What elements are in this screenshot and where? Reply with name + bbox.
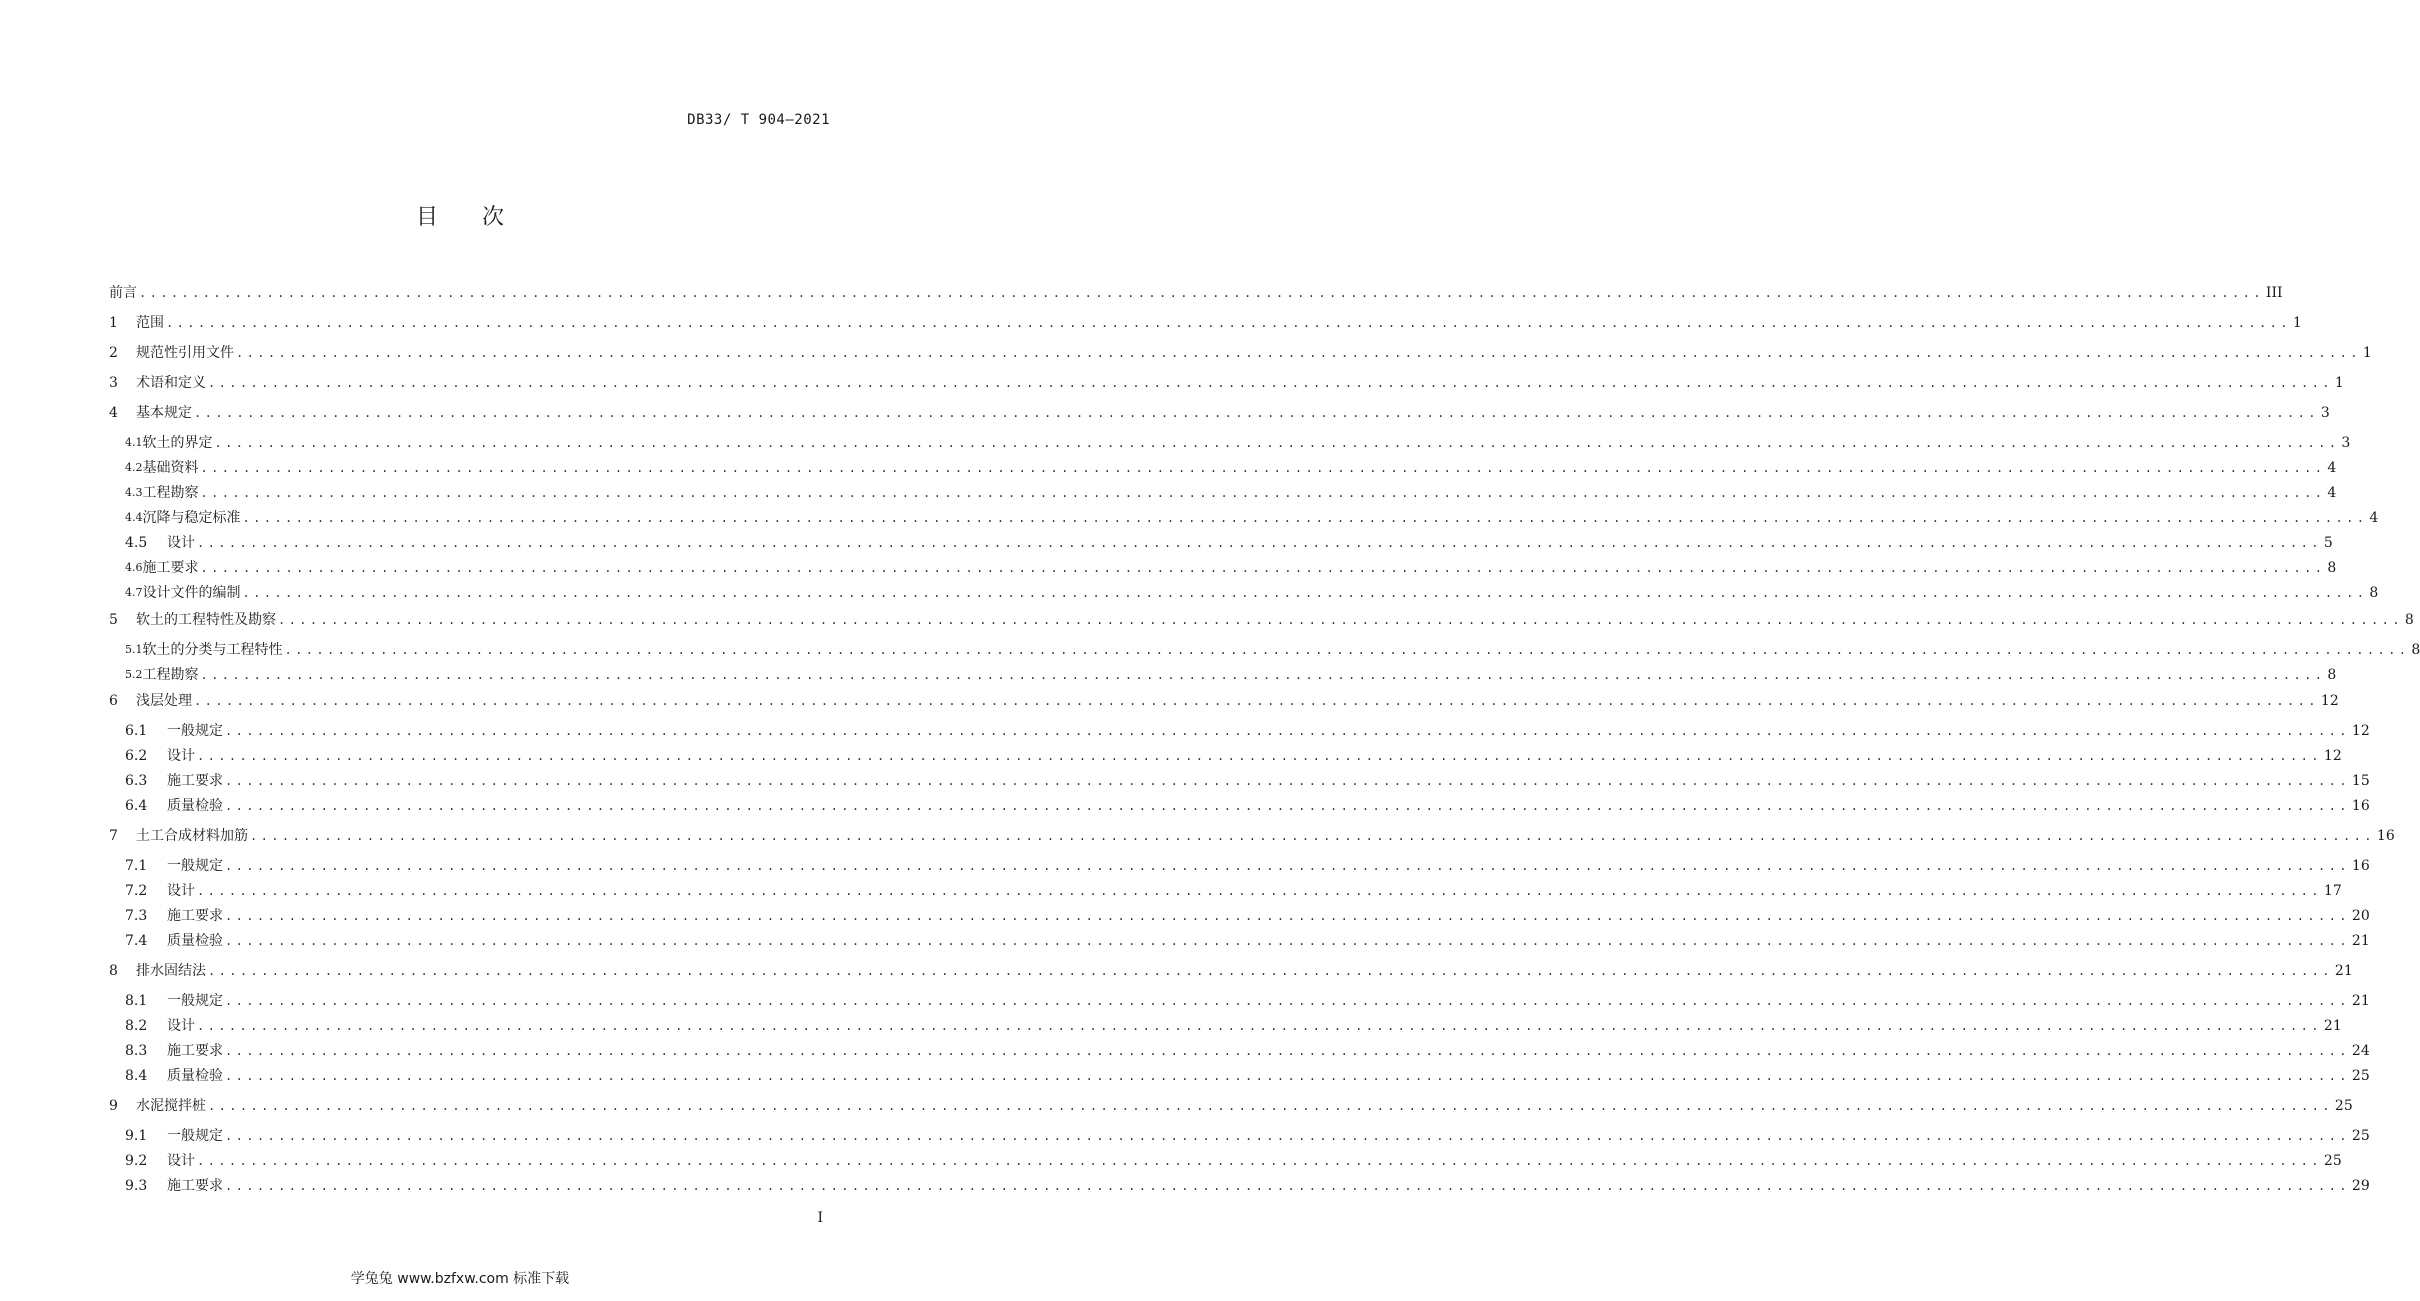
toc-entry[interactable] xyxy=(109,823,2395,845)
toc-entry-page: III xyxy=(2265,285,2283,301)
toc-entry-number: 7 xyxy=(109,828,118,844)
toc-entry-number: 4.6 xyxy=(125,561,143,574)
toc-entry-label: 设计 xyxy=(167,748,195,764)
toc-entry-label: 基础资料 xyxy=(142,460,199,476)
toc-entry-page: 3 xyxy=(2341,435,2351,451)
toc-entry-number: 9.2 xyxy=(125,1153,148,1169)
toc-entry-label: 水泥搅拌桩 xyxy=(136,1098,206,1114)
toc-leader-dots: ........................................................................................................................................................................................................ xyxy=(208,376,2333,390)
toc-entry-page: 15 xyxy=(2351,773,2370,789)
toc-entry[interactable] xyxy=(125,1063,2370,1085)
toc-entry-page: 24 xyxy=(2351,1043,2370,1059)
toc-entry-page: 17 xyxy=(2323,883,2342,899)
toc-leader-dots: ........................................................................................................................................................................................................ xyxy=(197,1019,2322,1033)
toc-leader-dots: ........................................................................................................................................................................................................ xyxy=(225,934,2350,948)
toc-entry-page: 12 xyxy=(2351,723,2370,739)
toc-entry-label: 浅层处理 xyxy=(136,693,192,709)
toc-entry-label: 规范性引用文件 xyxy=(136,345,234,361)
toc-entry[interactable] xyxy=(125,768,2370,790)
toc-entry-page: 4 xyxy=(2327,485,2337,501)
toc-leader-dots: ........................................................................................................................................................................................................ xyxy=(208,964,2333,978)
title-char-1: 目 xyxy=(415,205,438,230)
toc-entry-number: 6.2 xyxy=(125,748,148,764)
toc-leader-dots: ........................................................................................................................................................................................................ xyxy=(225,1044,2350,1058)
toc-entry-page: 8 xyxy=(2411,642,2420,658)
toc-leader-dots: ........................................................................................................................................................................................................ xyxy=(242,586,2368,600)
toc-leader-dots: ........................................................................................................................................................................................................ xyxy=(197,1154,2322,1168)
toc-entry[interactable] xyxy=(109,400,2330,422)
toc-entry[interactable] xyxy=(125,878,2342,900)
toc-entry-page: 20 xyxy=(2351,908,2370,924)
toc-entry[interactable] xyxy=(109,607,2414,629)
toc-entry-number: 1 xyxy=(109,315,118,331)
toc-entry[interactable] xyxy=(125,793,2370,815)
toc-entry-number: 7.3 xyxy=(125,908,148,924)
toc-entry[interactable] xyxy=(125,1038,2370,1060)
toc-entry-number: 6.3 xyxy=(125,773,148,789)
toc-entry-number: 4.5 xyxy=(125,535,148,551)
toc-entry-label: 设计 xyxy=(167,535,195,551)
toc-leader-dots: ........................................................................................................................................................................................................ xyxy=(208,1099,2333,1113)
toc-leader-dots: ........................................................................................................................................................................................................ xyxy=(200,668,2326,682)
toc-entry-page: 4 xyxy=(2369,510,2379,526)
toc-entry-page: 16 xyxy=(2351,858,2370,874)
toc-leader-dots: ........................................................................................................................................................................................................ xyxy=(139,286,2264,300)
toc-leader-dots: ........................................................................................................................................................................................................ xyxy=(225,1129,2350,1143)
toc-leader-dots: ........................................................................................................................................................................................................ xyxy=(242,511,2368,525)
toc-entry[interactable] xyxy=(125,853,2370,875)
toc-leader-dots: ........................................................................................................................................................................................................ xyxy=(197,536,2322,550)
toc-entry-page: 21 xyxy=(2323,1018,2342,1034)
toc-entry-number: 9 xyxy=(109,1098,118,1114)
toc-leader-dots: ........................................................................................................................................................................................................ xyxy=(194,406,2319,420)
toc-leader-dots: ........................................................................................................................................................................................................ xyxy=(225,859,2350,873)
toc-entry-label: 基本规定 xyxy=(136,405,192,421)
toc-entry[interactable] xyxy=(125,505,2379,527)
toc-entry-label: 土工合成材料加筋 xyxy=(136,828,248,844)
toc-entry-label: 质量检验 xyxy=(167,798,223,814)
toc-entry-page: 25 xyxy=(2334,1098,2353,1114)
toc-leader-dots: ........................................................................................................................................................................................................ xyxy=(284,643,2410,657)
toc-entry[interactable] xyxy=(125,1148,2342,1170)
toc-leader-dots: ........................................................................................................................................................................................................ xyxy=(236,346,2361,360)
toc-entry[interactable] xyxy=(125,555,2337,577)
toc-entry-label: 施工要求 xyxy=(167,1043,223,1059)
toc-entry-label: 术语和定义 xyxy=(136,375,206,391)
toc-entry-number: 4.3 xyxy=(125,486,143,499)
toc-entry-label: 设计 xyxy=(167,1153,195,1169)
toc-entry-number: 5 xyxy=(109,612,118,628)
toc-leader-dots: ........................................................................................................................................................................................................ xyxy=(197,884,2322,898)
toc-leader-dots: ........................................................................................................................................................................................................ xyxy=(225,994,2350,1008)
toc-entry-label: 工程勘察 xyxy=(142,485,199,501)
page-number: I xyxy=(817,1210,823,1226)
toc-entry-label: 排水固结法 xyxy=(136,963,206,979)
toc-entry[interactable] xyxy=(109,340,2372,362)
toc-entry[interactable] xyxy=(125,743,2342,765)
toc-entry-number: 2 xyxy=(109,345,118,361)
toc-leader-dots: ........................................................................................................................................................................................................ xyxy=(225,909,2350,923)
toc-leader-dots: ........................................................................................................................................................................................................ xyxy=(166,316,2291,330)
toc-entry-label: 质量检验 xyxy=(167,933,223,949)
toc-leader-dots: ........................................................................................................................................................................................................ xyxy=(225,774,2350,788)
toc-entry[interactable] xyxy=(125,430,2351,452)
toc-entry-page: 25 xyxy=(2351,1128,2370,1144)
toc-entry[interactable] xyxy=(125,637,2420,659)
toc-entry-page: 16 xyxy=(2351,798,2370,814)
toc-entry[interactable] xyxy=(125,928,2370,950)
toc-entry-number: 4.4 xyxy=(125,511,143,524)
toc-entry-label: 一般规定 xyxy=(167,1128,223,1144)
toc-entry[interactable] xyxy=(125,988,2370,1010)
toc-leader-dots: ........................................................................................................................................................................................................ xyxy=(200,561,2326,575)
toc-entry-number: 7.1 xyxy=(125,858,148,874)
toc-entry-label: 前言 xyxy=(109,285,137,301)
toc-leader-dots: ........................................................................................................................................................................................................ xyxy=(250,829,2375,843)
toc-entry-number: 8.2 xyxy=(125,1018,148,1034)
toc-entry[interactable] xyxy=(109,688,2339,710)
toc-entry-page: 21 xyxy=(2334,963,2353,979)
toc-entry-number: 5.2 xyxy=(125,668,143,681)
footer-watermark: 学兔兔 www.bzfxw.com 标准下载 xyxy=(350,1271,570,1287)
toc-entry[interactable] xyxy=(125,1173,2370,1195)
toc-leader-dots: ........................................................................................................................................................................................................ xyxy=(214,436,2340,450)
toc-entry[interactable] xyxy=(125,455,2337,477)
toc-entry-number: 4.1 xyxy=(125,436,143,449)
toc-entry-page: 12 xyxy=(2323,748,2342,764)
toc-leader-dots: ........................................................................................................................................................................................................ xyxy=(194,694,2319,708)
page-title xyxy=(0,200,920,231)
toc-entry-page: 1 xyxy=(2362,345,2372,361)
toc-entry-number: 7.4 xyxy=(125,933,148,949)
toc-entry-page: 4 xyxy=(2327,460,2337,476)
toc-entry-label: 施工要求 xyxy=(167,908,223,924)
toc-entry-label: 沉降与稳定标准 xyxy=(142,510,241,526)
toc-entry-page: 21 xyxy=(2351,993,2370,1009)
toc-leader-dots: ........................................................................................................................................................................................................ xyxy=(225,1179,2350,1193)
toc-entry-number: 6 xyxy=(109,693,118,709)
toc-entry-number: 4.2 xyxy=(125,461,143,474)
toc-entry-page: 21 xyxy=(2351,933,2370,949)
toc-entry[interactable] xyxy=(109,1093,2353,1115)
toc-entry-page: 29 xyxy=(2351,1178,2370,1194)
toc-leader-dots: ........................................................................................................................................................................................................ xyxy=(225,799,2350,813)
toc-entry-label: 质量检验 xyxy=(167,1068,223,1084)
toc-entry[interactable] xyxy=(109,370,2344,392)
toc-entry-number: 9.1 xyxy=(125,1128,148,1144)
toc-entry-label: 设计 xyxy=(167,1018,195,1034)
toc-entry-number: 7.2 xyxy=(125,883,148,899)
toc-entry-number: 4.7 xyxy=(125,586,143,599)
toc-entry-label: 设计 xyxy=(167,883,195,899)
toc-entry-page: 1 xyxy=(2334,375,2344,391)
toc-entry[interactable] xyxy=(109,280,2283,302)
toc-entry-label: 施工要求 xyxy=(167,1178,223,1194)
toc-entry-number: 4 xyxy=(109,405,118,421)
toc-entry-number: 8 xyxy=(109,963,118,979)
toc-entry-page: 5 xyxy=(2323,535,2333,551)
toc-entry-label: 软土的界定 xyxy=(142,435,213,451)
toc-entry[interactable] xyxy=(125,662,2337,684)
toc-entry[interactable] xyxy=(125,718,2370,740)
toc-leader-dots: ........................................................................................................................................................................................................ xyxy=(200,486,2326,500)
toc-entry-page: 16 xyxy=(2376,828,2395,844)
title-char-2: 次 xyxy=(482,205,505,230)
toc-entry-label: 一般规定 xyxy=(167,858,223,874)
toc-entry[interactable] xyxy=(125,903,2370,925)
toc-entry-number: 3 xyxy=(109,375,118,391)
toc-entry[interactable] xyxy=(109,310,2302,332)
toc-leader-dots: ........................................................................................................................................................................................................ xyxy=(278,613,2403,627)
toc-leader-dots: ........................................................................................................................................................................................................ xyxy=(197,749,2322,763)
toc-entry-number: 8.3 xyxy=(125,1043,148,1059)
toc-entry-page: 25 xyxy=(2351,1068,2370,1084)
toc-leader-dots: ........................................................................................................................................................................................................ xyxy=(200,461,2326,475)
toc-entry-number: 6.1 xyxy=(125,723,148,739)
toc-entry-page: 12 xyxy=(2320,693,2339,709)
toc-entry-page: 8 xyxy=(2369,585,2379,601)
toc-entry-label: 施工要求 xyxy=(142,560,199,576)
toc-entry-page: 1 xyxy=(2292,315,2302,331)
toc-entry-page: 8 xyxy=(2327,667,2337,683)
toc-entry-label: 一般规定 xyxy=(167,993,223,1009)
document-code: DB33/ T 904—2021 xyxy=(687,112,830,128)
toc-entry-page: 3 xyxy=(2320,405,2330,421)
toc-entry[interactable] xyxy=(109,958,2353,980)
toc-entry-number: 8.4 xyxy=(125,1068,148,1084)
toc-entry-number: 6.4 xyxy=(125,798,148,814)
toc-entry-number: 9.3 xyxy=(125,1178,148,1194)
toc-entry[interactable] xyxy=(125,1123,2370,1145)
toc-entry-page: 8 xyxy=(2404,612,2414,628)
toc-leader-dots: ........................................................................................................................................................................................................ xyxy=(225,724,2350,738)
toc-entry-label: 工程勘察 xyxy=(142,667,199,683)
toc-entry[interactable] xyxy=(125,480,2337,502)
toc-entry[interactable] xyxy=(125,530,2333,552)
toc-entry-label: 一般规定 xyxy=(167,723,223,739)
toc-entry[interactable] xyxy=(125,1013,2342,1035)
toc-entry-label: 设计文件的编制 xyxy=(142,585,241,601)
toc-entry-number: 8.1 xyxy=(125,993,148,1009)
toc-entry-page: 8 xyxy=(2327,560,2337,576)
toc-entry-label: 软土的分类与工程特性 xyxy=(142,642,283,658)
toc-leader-dots: ........................................................................................................................................................................................................ xyxy=(225,1069,2350,1083)
toc-entry-label: 施工要求 xyxy=(167,773,223,789)
toc-entry-number: 5.1 xyxy=(125,643,143,656)
toc-entry-page: 25 xyxy=(2323,1153,2342,1169)
toc-entry-label: 范围 xyxy=(136,315,164,331)
toc-entry[interactable] xyxy=(125,580,2379,602)
toc-entry-label: 软土的工程特性及勘察 xyxy=(136,612,276,628)
